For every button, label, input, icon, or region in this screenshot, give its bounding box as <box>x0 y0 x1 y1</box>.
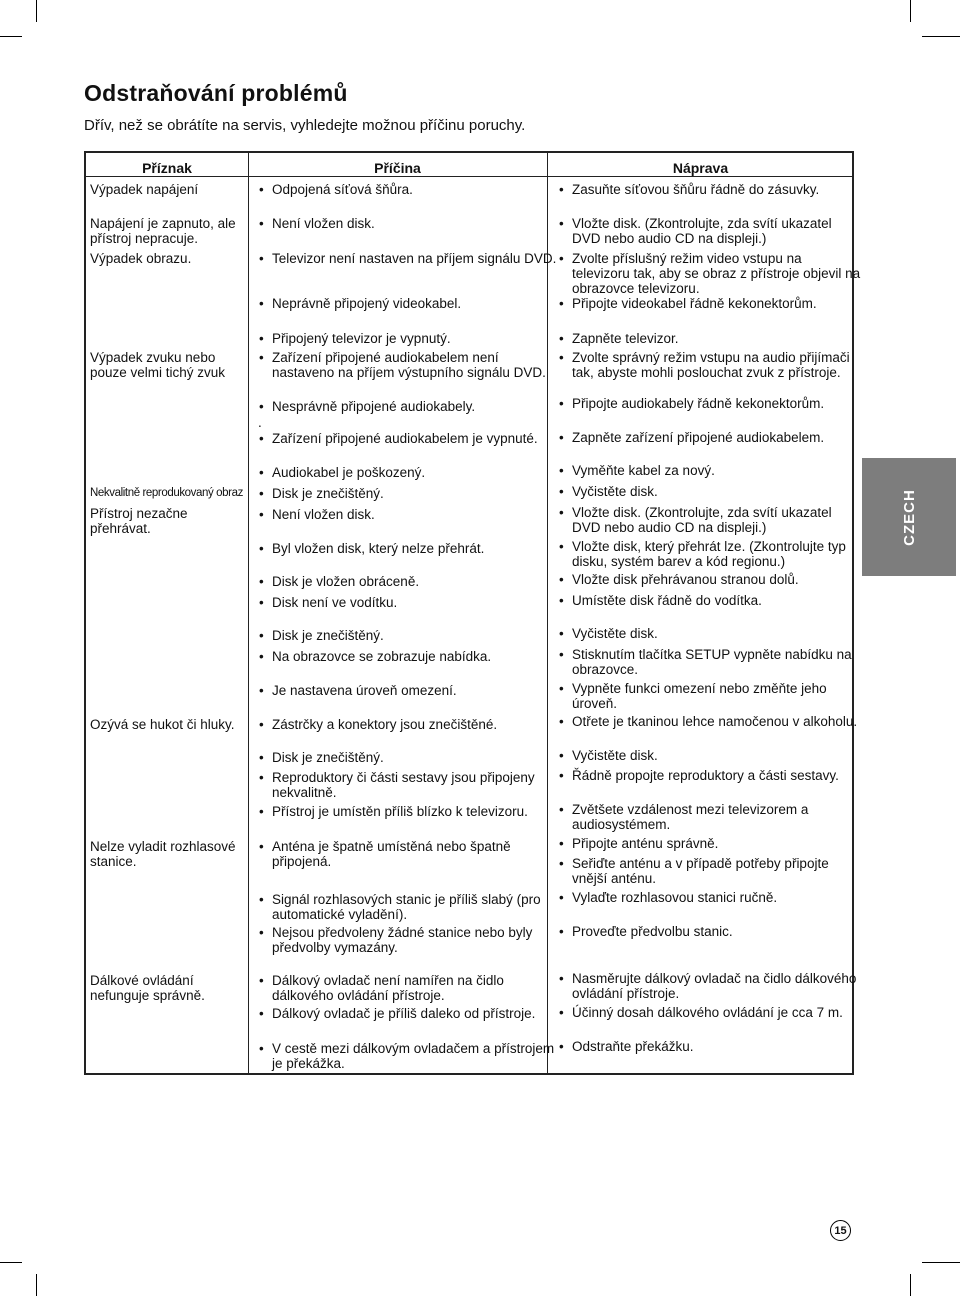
remedy-item: • Vyčistěte disk. <box>558 748 862 763</box>
cause-item: • Nesprávně připojené audiokabely. <box>258 399 558 414</box>
header-remedy: Náprava <box>672 160 729 176</box>
cause-item: • Disk je znečištěný. <box>258 486 558 501</box>
cause-item: • Disk je znečištěný. <box>258 628 558 643</box>
crop-mark <box>910 0 911 22</box>
cause-item: • Televizor není nastaven na příjem signálu DVD. <box>258 251 558 266</box>
column-divider <box>248 153 249 1073</box>
remedy-item: • Odstraňte překážku. <box>558 1039 862 1054</box>
cause-item: • Je nastavena úroveň omezení. <box>258 683 558 698</box>
remedy-item: • Zvolte správný režim vstupu na audio přijímači tak, abyste mohli poslouchat zvuk z přístroje. <box>558 350 862 380</box>
cause-item: • Zástrčky a konektory jsou znečištěné. <box>258 717 558 732</box>
remedy-item: • Seřiďte anténu a v případě potřeby připojte vnější anténu. <box>558 856 862 886</box>
remedy-item: • Vložte disk. (Zkontrolujte, zda svítí ukazatel DVD nebo audio CD na displeji.) <box>558 216 862 246</box>
remedy-item: • Vložte disk přehrávanou stranou dolů. <box>558 572 862 587</box>
troubleshooting-table <box>84 151 861 1075</box>
crop-mark <box>922 36 960 37</box>
crop-mark <box>922 1262 960 1263</box>
cause-item: • Byl vložen disk, který nelze přehrát. <box>258 541 558 556</box>
language-tab-label: CZECH <box>900 488 918 546</box>
cause-item: • Signál rozhlasových stanic je příliš slabý (pro automatické vyladění). <box>258 892 558 922</box>
language-tab <box>862 458 956 576</box>
remedy-item: • Zvolte příslušný režim video vstupu na televizoru tak, aby se obraz z přístroje objevil na obrazovce televizoru. <box>558 251 862 296</box>
remedy-item: • Vyčistěte disk. <box>558 484 862 499</box>
remedy-item: • Stisknutím tlačítka SETUP vypněte nabídku na obrazovce. <box>558 647 862 677</box>
cause-item: • Disk není ve vodítku. <box>258 595 558 610</box>
crop-mark <box>0 1262 22 1263</box>
remedy-item: • Zvětšete vzdálenost mezi televizorem a audiosystémem. <box>558 802 862 832</box>
symptom-item: Přístroj nezačne přehrávat. <box>90 506 188 536</box>
remedy-item: • Připojte videokabel řádně kekonektorům. <box>558 296 862 311</box>
remedy-item: • Vložte disk, který přehrát lze. (Zkontrolujte typ disku, systém barev a kód regionu.) <box>558 539 862 569</box>
symptom-item: Dálkové ovládání nefunguje správně. <box>90 973 205 1003</box>
remedy-item: • Vylaďte rozhlasovou stanici ručně. <box>558 890 862 905</box>
remedy-item: • Vyměňte kabel za nový. <box>558 463 862 478</box>
remedy-item: • Otřete je tkaninou lehce namočenou v alkoholu. <box>558 714 862 729</box>
symptom-item: Výpadek zvuku nebo pouze velmi tichý zvuk <box>90 350 226 380</box>
cause-item: • Anténa je špatně umístěná nebo špatně připojená. <box>258 839 558 869</box>
remedy-item: • Vyčistěte disk. <box>558 626 862 641</box>
cause-item: • Zařízení připojené audiokabelem není nastaveno na příjem výstupního signálu DVD. <box>258 350 558 380</box>
remedy-item: • Vložte disk. (Zkontrolujte, zda svítí ukazatel DVD nebo audio CD na displeji.) <box>558 505 862 535</box>
cause-item: • Zařízení připojené audiokabelem je vypnuté. <box>258 431 558 446</box>
stray-dot: . <box>258 415 262 430</box>
cause-item: • Disk je znečištěný. <box>258 750 558 765</box>
cause-item: • Přístroj je umístěn příliš blízko k televizoru. <box>258 804 558 819</box>
cause-item: • Dálkový ovladač je příliš daleko od přístroje. <box>258 1006 558 1021</box>
remedy-item: • Umístěte disk řádně do vodítka. <box>558 593 862 608</box>
crop-mark <box>910 1274 911 1296</box>
cause-item: • Není vložen disk. <box>258 216 558 231</box>
page-number: 15 <box>830 1220 851 1241</box>
cause-item: • Dálkový ovladač není namířen na čidlo dálkového ovládání přístroje. <box>258 973 558 1003</box>
symptom-item: Nekvalitně reprodukovaný obraz <box>90 487 243 499</box>
page-title: Odstraňování problémů <box>84 80 348 106</box>
remedy-item: • Účinný dosah dálkového ovládání je cca 7 m. <box>558 1005 862 1020</box>
cause-item: • Audiokabel je poškozený. <box>258 465 558 480</box>
cause-item: • Disk je vložen obráceně. <box>258 574 558 589</box>
remedy-item: • Řádně propojte reproduktory a části sestavy. <box>558 768 862 783</box>
remedy-item: • Vypněte funkci omezení nebo změňte jeho úroveň. <box>558 681 862 711</box>
page-subtitle: Dřív, než se obrátíte na servis, vyhledejte možnou příčinu poruchy. <box>84 117 526 134</box>
cause-item: • Není vložen disk. <box>258 507 558 522</box>
symptom-item: Výpadek napájení <box>90 182 199 197</box>
header-divider <box>86 176 852 177</box>
remedy-item: • Zasuňte síťovou šňůru řádně do zásuvky. <box>558 182 862 197</box>
cause-item: • Na obrazovce se zobrazuje nabídka. <box>258 649 558 664</box>
cause-item: • Reproduktory či části sestavy jsou připojeny nekvalitně. <box>258 770 558 800</box>
symptom-item: Výpadek obrazu. <box>90 251 192 266</box>
remedy-item: • Zapněte zařízení připojené audiokabelem. <box>558 430 862 445</box>
crop-mark <box>36 1274 37 1296</box>
header-symptom: Příznak <box>142 160 192 176</box>
symptom-item: Napájení je zapnuto, ale přístroj nepracuje. <box>90 216 236 246</box>
cause-item: • Odpojená síťová šňůra. <box>258 182 558 197</box>
remedy-item: • Připojte anténu správně. <box>558 836 862 851</box>
remedy-item: • Proveďte předvolbu stanic. <box>558 924 862 939</box>
cause-item: • Připojený televizor je vypnutý. <box>258 331 558 346</box>
symptom-item: Ozývá se hukot či hluky. <box>90 717 235 732</box>
cause-item: • Nejsou předvoleny žádné stanice nebo byly předvolby vymazány. <box>258 925 558 955</box>
remedy-item: • Nasměrujte dálkový ovladač na čidlo dálkového ovládání přístroje. <box>558 971 862 1001</box>
symptom-item: Nelze vyladit rozhlasové stanice. <box>90 839 236 869</box>
header-cause: Příčina <box>374 160 421 176</box>
cause-item: • Neprávně připojený videokabel. <box>258 296 558 311</box>
cause-item: • V cestě mezi dálkovým ovladačem a přístrojem je překážka. <box>258 1041 558 1071</box>
remedy-item: • Připojte audiokabely řádně kekonektorům. <box>558 396 862 411</box>
remedy-item: • Zapněte televizor. <box>558 331 862 346</box>
crop-mark <box>36 0 37 22</box>
crop-mark <box>0 36 22 37</box>
